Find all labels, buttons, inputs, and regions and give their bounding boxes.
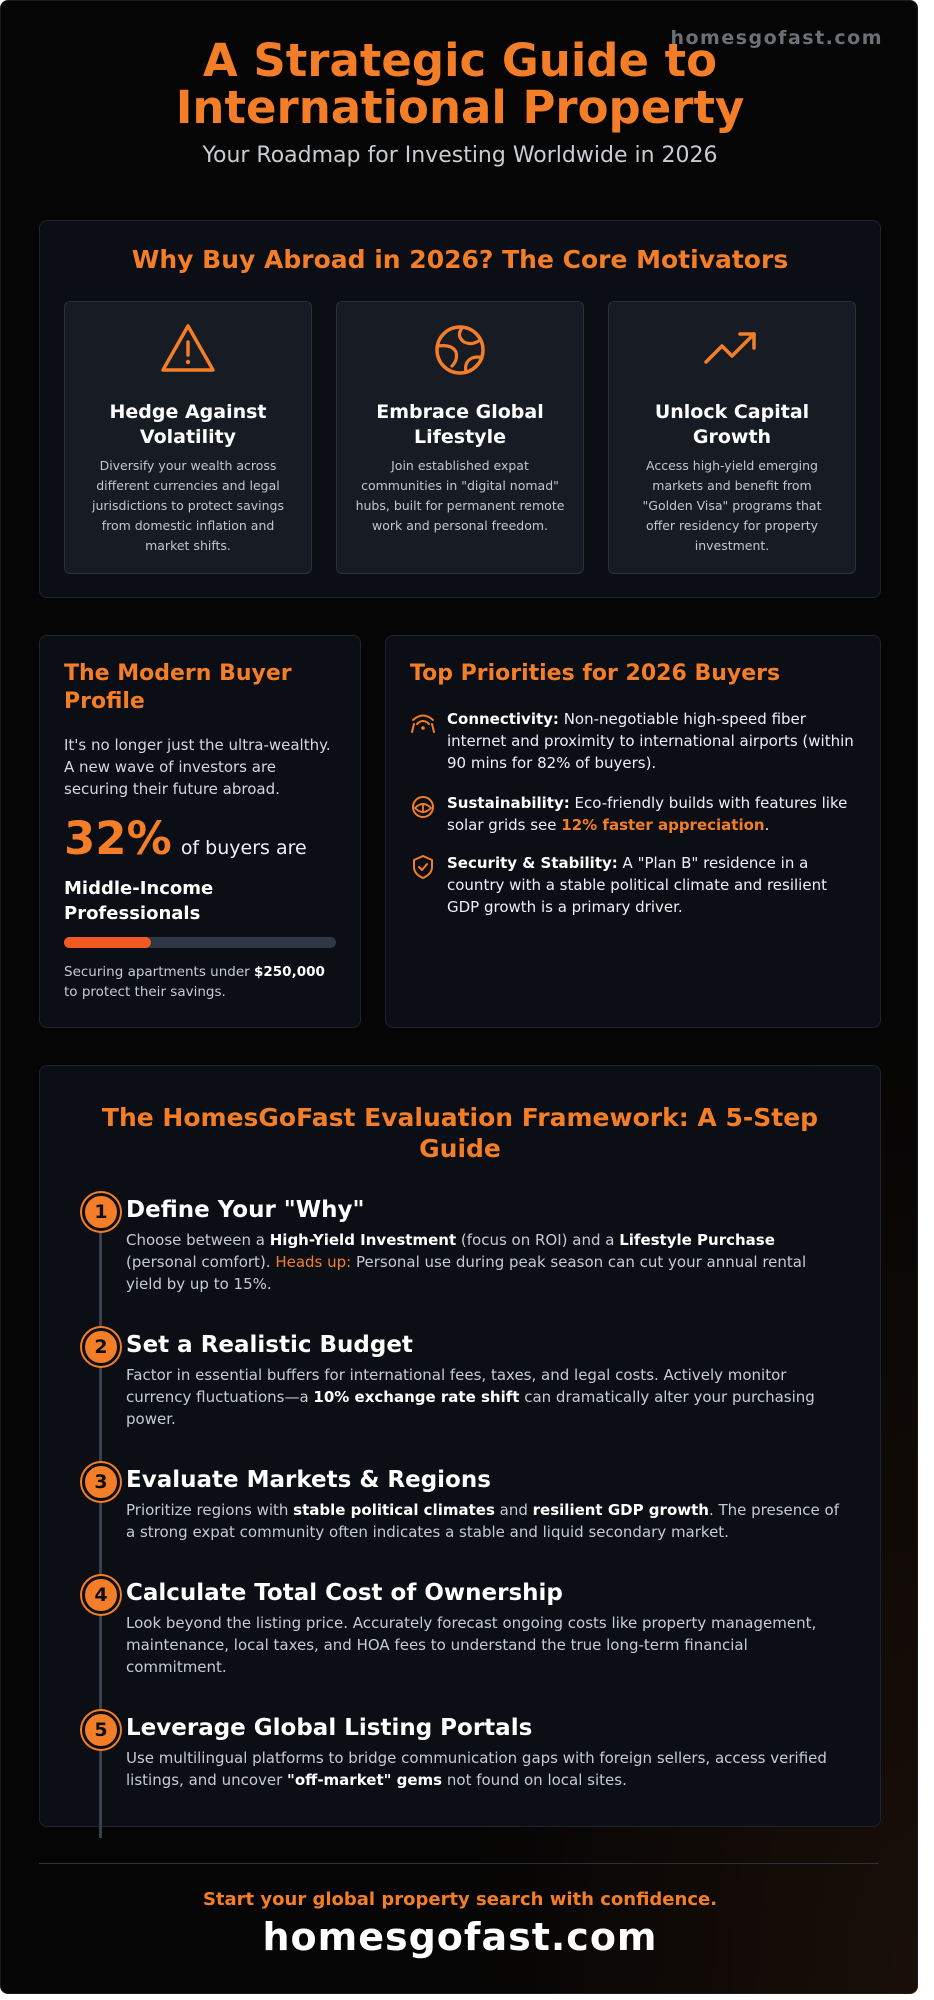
motivator-title: Unlock Capital Growth — [654, 401, 810, 448]
watermark: homesgofast.com — [670, 27, 883, 49]
step-number: 4 — [82, 1576, 120, 1614]
title-line-1: A Strategic Guide to — [202, 34, 718, 87]
step-text: Use multilingual platforms to bridge communication gaps with foreign sellers, access verified listings, and uncover "off-market" gems not found on local sites. — [126, 1749, 827, 1789]
priorities-title: Top Priorities for 2026 Buyers — [410, 661, 781, 686]
priority-item-security — [410, 852, 860, 918]
page-subtitle: Your Roadmap for Investing Worldwide in 2026 — [202, 143, 718, 168]
priority-text: Connectivity: Non-negotiable high-speed fiber internet and proximity to international airports (within 90 mins for 82% of buyers). — [447, 710, 854, 772]
footer-divider — [39, 1863, 879, 1864]
step-title: Calculate Total Cost of Ownership — [126, 1580, 563, 1606]
stat-progress-track — [64, 937, 336, 948]
globe-icon — [337, 322, 583, 382]
priority-item-connectivity — [410, 708, 860, 774]
stat-progress-fill — [64, 937, 151, 948]
shield-check-icon — [410, 854, 436, 880]
title-line-2: International Property — [175, 81, 745, 134]
step-text: Choose between a High-Yield Investment (focus on ROI) and a Lifestyle Purchase (personal comfort). Heads up: Personal use during peak season can cut your annual rental yield by up to 15%. — [126, 1231, 807, 1293]
stat-value: 32% — [64, 812, 172, 865]
motivators-title: Why Buy Abroad in 2026? The Core Motivators — [131, 245, 789, 274]
framework-title: The HomesGoFast Evaluation Framework: A 5-Step Guide — [101, 1103, 819, 1163]
stat-label: Middle-Income Professionals — [64, 878, 214, 924]
step-item — [82, 1711, 840, 1791]
motivator-card-hedge — [64, 301, 312, 574]
motivator-text: Diversify your wealth across different currencies and legal jurisdictions to protect savings from domestic inflation and market shifts. — [92, 458, 284, 553]
priority-text: Security & Stability: A "Plan B" residence in a country with a stable political climate and resilient GDP growth is a primary driver. — [447, 854, 827, 916]
step-item — [82, 1193, 840, 1295]
motivator-text: Join established expat communities in "digital nomad" hubs, built for permanent remote work and personal freedom. — [355, 458, 565, 533]
step-title: Leverage Global Listing Portals — [126, 1715, 533, 1741]
stat-row — [64, 812, 307, 865]
sustainability-icon — [410, 794, 436, 820]
connectivity-icon — [410, 710, 436, 736]
step-text: Look beyond the listing price. Accurately forecast ongoing costs like property management, maintenance, local taxes, and HOA fees to understand the true long-term financial commitment. — [126, 1614, 817, 1676]
step-number: 3 — [82, 1463, 120, 1501]
framework-section — [39, 1065, 881, 1827]
footer-site: homesgofast.com — [262, 1915, 658, 1959]
step-item — [82, 1328, 840, 1430]
step-item — [82, 1576, 840, 1678]
motivator-card-lifestyle — [336, 301, 584, 574]
step-number: 2 — [82, 1328, 120, 1366]
priority-item-sustainability — [410, 792, 860, 836]
step-title: Set a Realistic Budget — [126, 1332, 413, 1358]
buyer-profile-section — [39, 635, 361, 1028]
step-text: Prioritize regions with stable political climates and resilient GDP growth. The presence of a strong expat community often indicates a stable and liquid secondary market. — [126, 1501, 839, 1541]
warning-triangle-icon — [65, 322, 311, 382]
motivator-card-growth — [608, 301, 856, 574]
buyer-profile-intro: It's no longer just the ultra-wealthy. A new wave of investors are securing their future abroad. — [64, 736, 331, 798]
motivators-section — [39, 220, 881, 598]
footer-cta: Start your global property search with confidence. — [202, 1889, 718, 1910]
buyer-profile-title: The Modern Buyer Profile — [64, 661, 292, 714]
stat-suffix: of buyers are — [180, 837, 307, 859]
motivator-title: Hedge Against Volatility — [109, 401, 267, 448]
page-title — [1, 34, 918, 134]
step-number: 5 — [82, 1711, 120, 1749]
step-title: Evaluate Markets & Regions — [126, 1467, 491, 1493]
trending-up-icon — [609, 322, 855, 382]
priority-text: Sustainability: Eco-friendly builds with features like solar grids see 12% faster appreciation. — [447, 794, 848, 834]
step-text: Factor in essential buffers for international fees, taxes, and legal costs. Actively monitor currency fluctuations—a 10% exchange rate shift can dramatically alter your purchasing power. — [126, 1366, 815, 1428]
step-title: Define Your "Why" — [126, 1197, 365, 1223]
motivator-title: Embrace Global Lifestyle — [376, 401, 544, 448]
step-item — [82, 1463, 840, 1543]
step-number: 1 — [82, 1193, 120, 1231]
buyer-profile-note: Securing apartments under $250,000 to protect their savings. — [64, 964, 325, 1000]
priorities-section — [385, 635, 881, 1028]
motivator-text: Access high-yield emerging markets and benefit from "Golden Visa" programs that offer residency for property investment. — [642, 458, 822, 553]
